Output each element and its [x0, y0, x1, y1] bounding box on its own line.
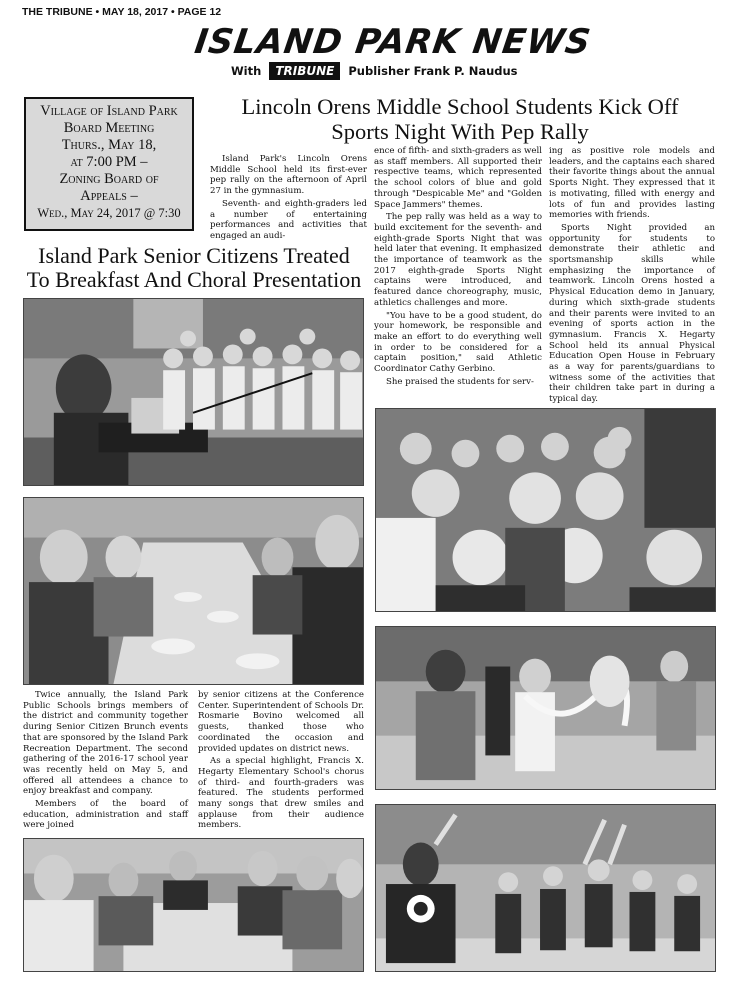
headline-line: To Breakfast And Choral Presentation	[26, 267, 362, 292]
paragraph: Members of the board of education, administration and staff were joined	[23, 799, 188, 831]
meeting-line: Village of Island Park	[40, 103, 178, 119]
masthead-subtitle	[231, 62, 518, 80]
paragraph: Island Park's Lincoln Orens Middle School held its first-ever pep rally on the afternoon of April 27 in the gymnasium.	[210, 154, 367, 197]
photo-students-group	[375, 408, 716, 612]
senior-article-column-1	[23, 690, 188, 833]
meeting-line: Wed., May 24, 2017 @ 7:30	[37, 206, 181, 220]
headline-line: Island Park Senior Citizens Treated	[38, 243, 350, 268]
paragraph: As a special highlight, Francis X. Hegarty Elementary School's chorus of third- and fourth-graders was featured. The students performed many songs that drew smiles and applause from their audience members.	[198, 756, 364, 831]
pep-article-column-3	[549, 146, 715, 407]
senior-article-column-2	[198, 690, 364, 833]
meeting-line: at 7:00 PM –	[70, 154, 148, 170]
headline-line: Lincoln Orens Middle School Students Kick Off	[241, 94, 679, 119]
meeting-line: Thurs., May 18,	[61, 137, 157, 153]
paragraph: She praised the students for serv-	[386, 376, 534, 387]
meeting-notice-box	[24, 97, 194, 231]
paragraph: "You have to be a good student, do your homework, be responsible and make an effort to do everything well in order to be considered for a captain position," said Athletic Coordinator Cathy Gerbino.	[374, 310, 542, 375]
paragraph: by senior citizens at the Conference Center. Superintendent of Schools Dr. Rosmarie Bovino welcomed all guests, thanked those who coordinated the occasion and provided updates on district news.	[198, 690, 364, 754]
masthead	[192, 22, 594, 82]
paragraph: Sports Night provided an opportunity for students to demonstrate their athletic and sportsmanship skills while emphasizing the importance of teamwork. Lincoln Orens hosted a Physical Education demo in January, during which sixth-grade students and their parents were invited to an evening of sports action in the gymnasium. Francis X. Hegarty School held its annual Physical Education Open House in February as a way for parents/guardians to witness some of the activities that their children take part in during a typical day.	[549, 222, 715, 405]
pep-article-column-1	[210, 154, 367, 244]
pep-rally-headline	[205, 94, 715, 144]
photo-dancers	[375, 626, 716, 790]
photo-breakfast	[23, 497, 364, 685]
page-header-strip: THE TRIBUNE • MAY 18, 2017 • PAGE 12	[22, 6, 222, 18]
pep-article-column-2	[374, 146, 542, 389]
paragraph: Twice annually, the Island Park Public Schools brings members of the district and community together during Senior Citizen Brunch events that are sponsored by the Island Park Recreation Department. The second gathering of the 2016-17 school year was recently held on May 5, and offered all attendees a chance to enjoy breakfast and company.	[23, 690, 188, 797]
photo-chorus	[23, 298, 364, 486]
headline-line: Sports Night With Pep Rally	[331, 119, 589, 144]
masthead-with: With	[231, 64, 262, 78]
meeting-line: Zoning Board of	[59, 171, 159, 187]
masthead-title: ISLAND PARK NEWS	[192, 22, 594, 62]
paragraph: ence of fifth- and sixth-graders as well as staff members. All supported their respective teams, which represented the school colors of blue and gold through "Despicable Me" and "Golden Space Jammers" themes.	[374, 146, 542, 210]
paragraph: The pep rally was held as a way to build excitement for the seventh- and eighth-grade Sports Night that was held later that evening. It emphasized the importance of teamwork as the 2017 eighth-grade Sports Night captains were introduced, and featured dance choreography, music, athletics challenges and more.	[374, 212, 542, 308]
photo-cheer-performance	[375, 804, 716, 972]
tribune-logo: TRIBUNE	[269, 62, 340, 80]
photo-seniors-table	[23, 838, 364, 972]
paragraph: ing as positive role models and leaders, and the captains each shared their favorite things about the annual Sports Night. They expressed that it is motivating, filled with energy and lots of fun and provides lasting memories with friends.	[549, 146, 715, 221]
paragraph: Seventh- and eighth-graders led a number of entertaining performances and activities that engaged an audi-	[210, 198, 367, 241]
masthead-publisher: Publisher Frank P. Naudus	[348, 64, 518, 78]
meeting-line: Appeals –	[80, 188, 138, 204]
senior-citizens-headline	[22, 244, 366, 292]
meeting-line: Board Meeting	[63, 120, 155, 136]
